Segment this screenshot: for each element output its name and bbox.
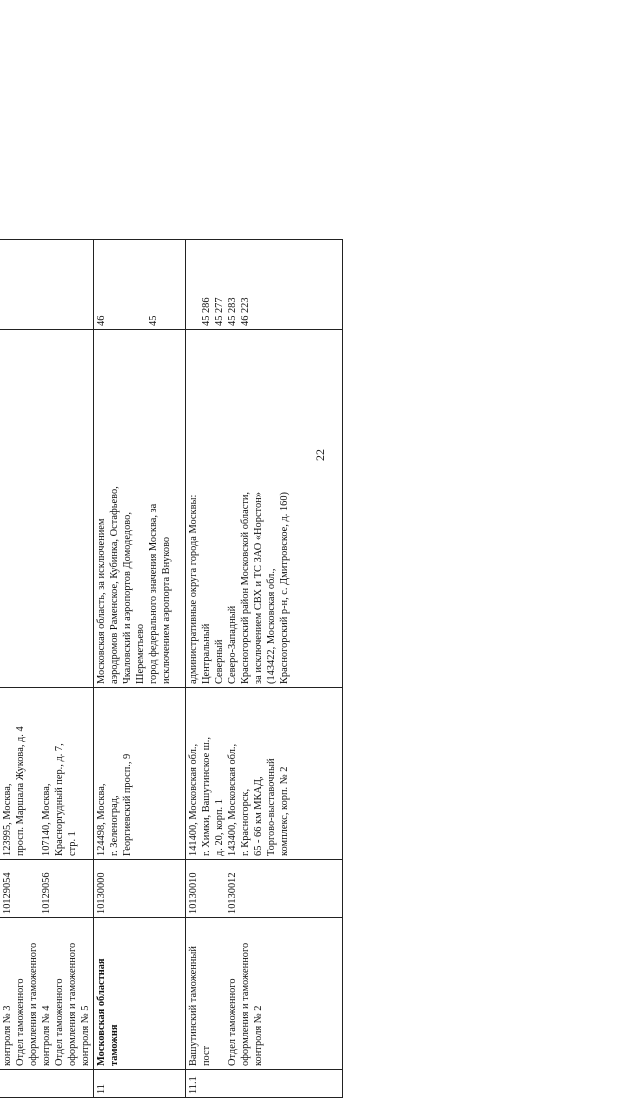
office-code — [186, 860, 343, 918]
table-row — [186, 240, 343, 1098]
cell-line: Вашутинский таможенный — [188, 946, 199, 1066]
cell-line — [27, 691, 40, 856]
customs-table — [0, 239, 343, 1098]
cell-line: 10129054 — [2, 872, 13, 914]
cell-line: Красногорский р-н, с. Дмитровское, д. 160) — [279, 491, 290, 684]
office-address — [94, 688, 186, 860]
cell-line: Георгиевский просп., 9 — [122, 753, 133, 856]
cell-line: контроля № 4 — [41, 1005, 52, 1066]
cell-line: Московская область, за исключением — [96, 518, 107, 684]
cell-line: пост — [201, 1045, 212, 1066]
cell-line: административные округа города Москвы: — [188, 494, 199, 684]
cell-line: д. 20, корп. 1 — [214, 799, 225, 856]
cell-line: контроля № 3 — [2, 1005, 13, 1066]
cell-line — [187, 243, 200, 326]
cell-line: Красногорский район Московской области, — [240, 491, 251, 684]
cell-line — [213, 863, 226, 914]
cell-line: 123995, Москва, — [2, 783, 13, 856]
cell-line: 10130000 — [96, 872, 107, 914]
table-row — [0, 240, 94, 1098]
cell-line: за исключением СВХ и ТС ЗАО «Норстон» — [253, 492, 264, 684]
cell-line: таможня — [109, 1024, 120, 1066]
cell-line: 10129056 — [41, 872, 52, 914]
jurisdiction-zone — [186, 330, 343, 688]
cell-line — [121, 243, 134, 326]
cell-line: Отдел таможенного — [227, 978, 238, 1066]
cell-line: (143422, Московская обл., — [266, 568, 277, 684]
cell-line: 46 — [96, 315, 107, 326]
cell-line: 45 277 — [214, 297, 225, 326]
cell-line — [134, 243, 147, 326]
okato-code — [186, 240, 343, 330]
cell-line: контроля № 5 — [80, 1005, 91, 1066]
office-address — [0, 688, 94, 860]
cell-line: г. Зеленоград, — [109, 795, 120, 856]
cell-line: Северо-Западный — [227, 605, 238, 684]
cell-line: 46 223 — [240, 297, 251, 326]
cell-line: Чкаловский и аэропортов Домодедово, — [122, 512, 133, 684]
customs-office-name — [94, 918, 186, 1070]
cell-line: оформления и таможенного — [67, 942, 78, 1066]
rotated-table-sheet — [0, 240, 337, 1098]
cell-line: Отдел таможенного — [15, 978, 26, 1066]
row-number — [0, 1070, 94, 1098]
cell-line: Северный — [214, 639, 225, 684]
office-code — [94, 860, 186, 918]
row-number: 11.1 — [186, 1070, 343, 1098]
cell-line — [200, 863, 213, 914]
cell-line — [213, 921, 226, 1066]
cell-line: 10130010 — [188, 872, 199, 914]
cell-line: оформления и таможенного — [240, 942, 251, 1066]
cell-line: контроля № 2 — [253, 1005, 264, 1066]
customs-office-name — [0, 918, 94, 1070]
cell-line: 45 — [148, 315, 159, 326]
cell-line: 45 286 — [201, 297, 212, 326]
office-code — [0, 860, 94, 918]
table-row — [94, 240, 186, 1098]
cell-line: Красноprудный пер., д. 7, — [54, 743, 65, 856]
jurisdiction-zone — [94, 330, 186, 688]
cell-line: г. Красногорск, — [240, 788, 251, 856]
office-address — [186, 688, 343, 860]
cell-line: стр. 1 — [67, 831, 78, 856]
cell-line: 65 - 66 км МКАД, — [253, 776, 264, 856]
cell-line: 45 283 — [227, 297, 238, 326]
cell-line — [27, 863, 40, 914]
cell-line: Шереметьево — [135, 623, 146, 684]
cell-line — [108, 243, 121, 326]
cell-line: Торгово-выставочный — [266, 758, 277, 856]
cell-line: Отдел таможенного — [54, 978, 65, 1066]
jurisdiction-zone — [0, 330, 94, 688]
cell-line: просп. Маршала Жукова, д. 4 — [15, 726, 26, 856]
cell-line: аэродромов Раменское, Кубинка, Остафьево, — [109, 486, 120, 684]
page-number: 22 — [313, 449, 327, 461]
okato-code — [94, 240, 186, 330]
cell-line: 143400, Московская обл., — [227, 743, 238, 856]
customs-office-name — [186, 918, 343, 1070]
cell-line: Центральный — [201, 623, 212, 684]
cell-line: г. Химки, Вашутинское ш., — [201, 737, 212, 856]
cell-line: 10130012 — [227, 872, 238, 914]
row-number: 11 — [94, 1070, 186, 1098]
cell-line: Московская областная — [96, 958, 107, 1066]
cell-line: оформления и таможенного — [28, 942, 39, 1066]
cell-line: исключением аэропорта Внуково — [161, 536, 172, 684]
cell-line: комплекс, корп. № 2 — [279, 766, 290, 856]
cell-line — [14, 863, 27, 914]
cell-line: 141400, Московская обл., — [188, 743, 199, 856]
okato-code — [0, 240, 94, 330]
cell-line: город федерального значения Москва, за — [148, 503, 159, 684]
cell-line: 107140, Москва, — [41, 783, 52, 856]
cell-line: 124498, Москва, — [96, 783, 107, 856]
